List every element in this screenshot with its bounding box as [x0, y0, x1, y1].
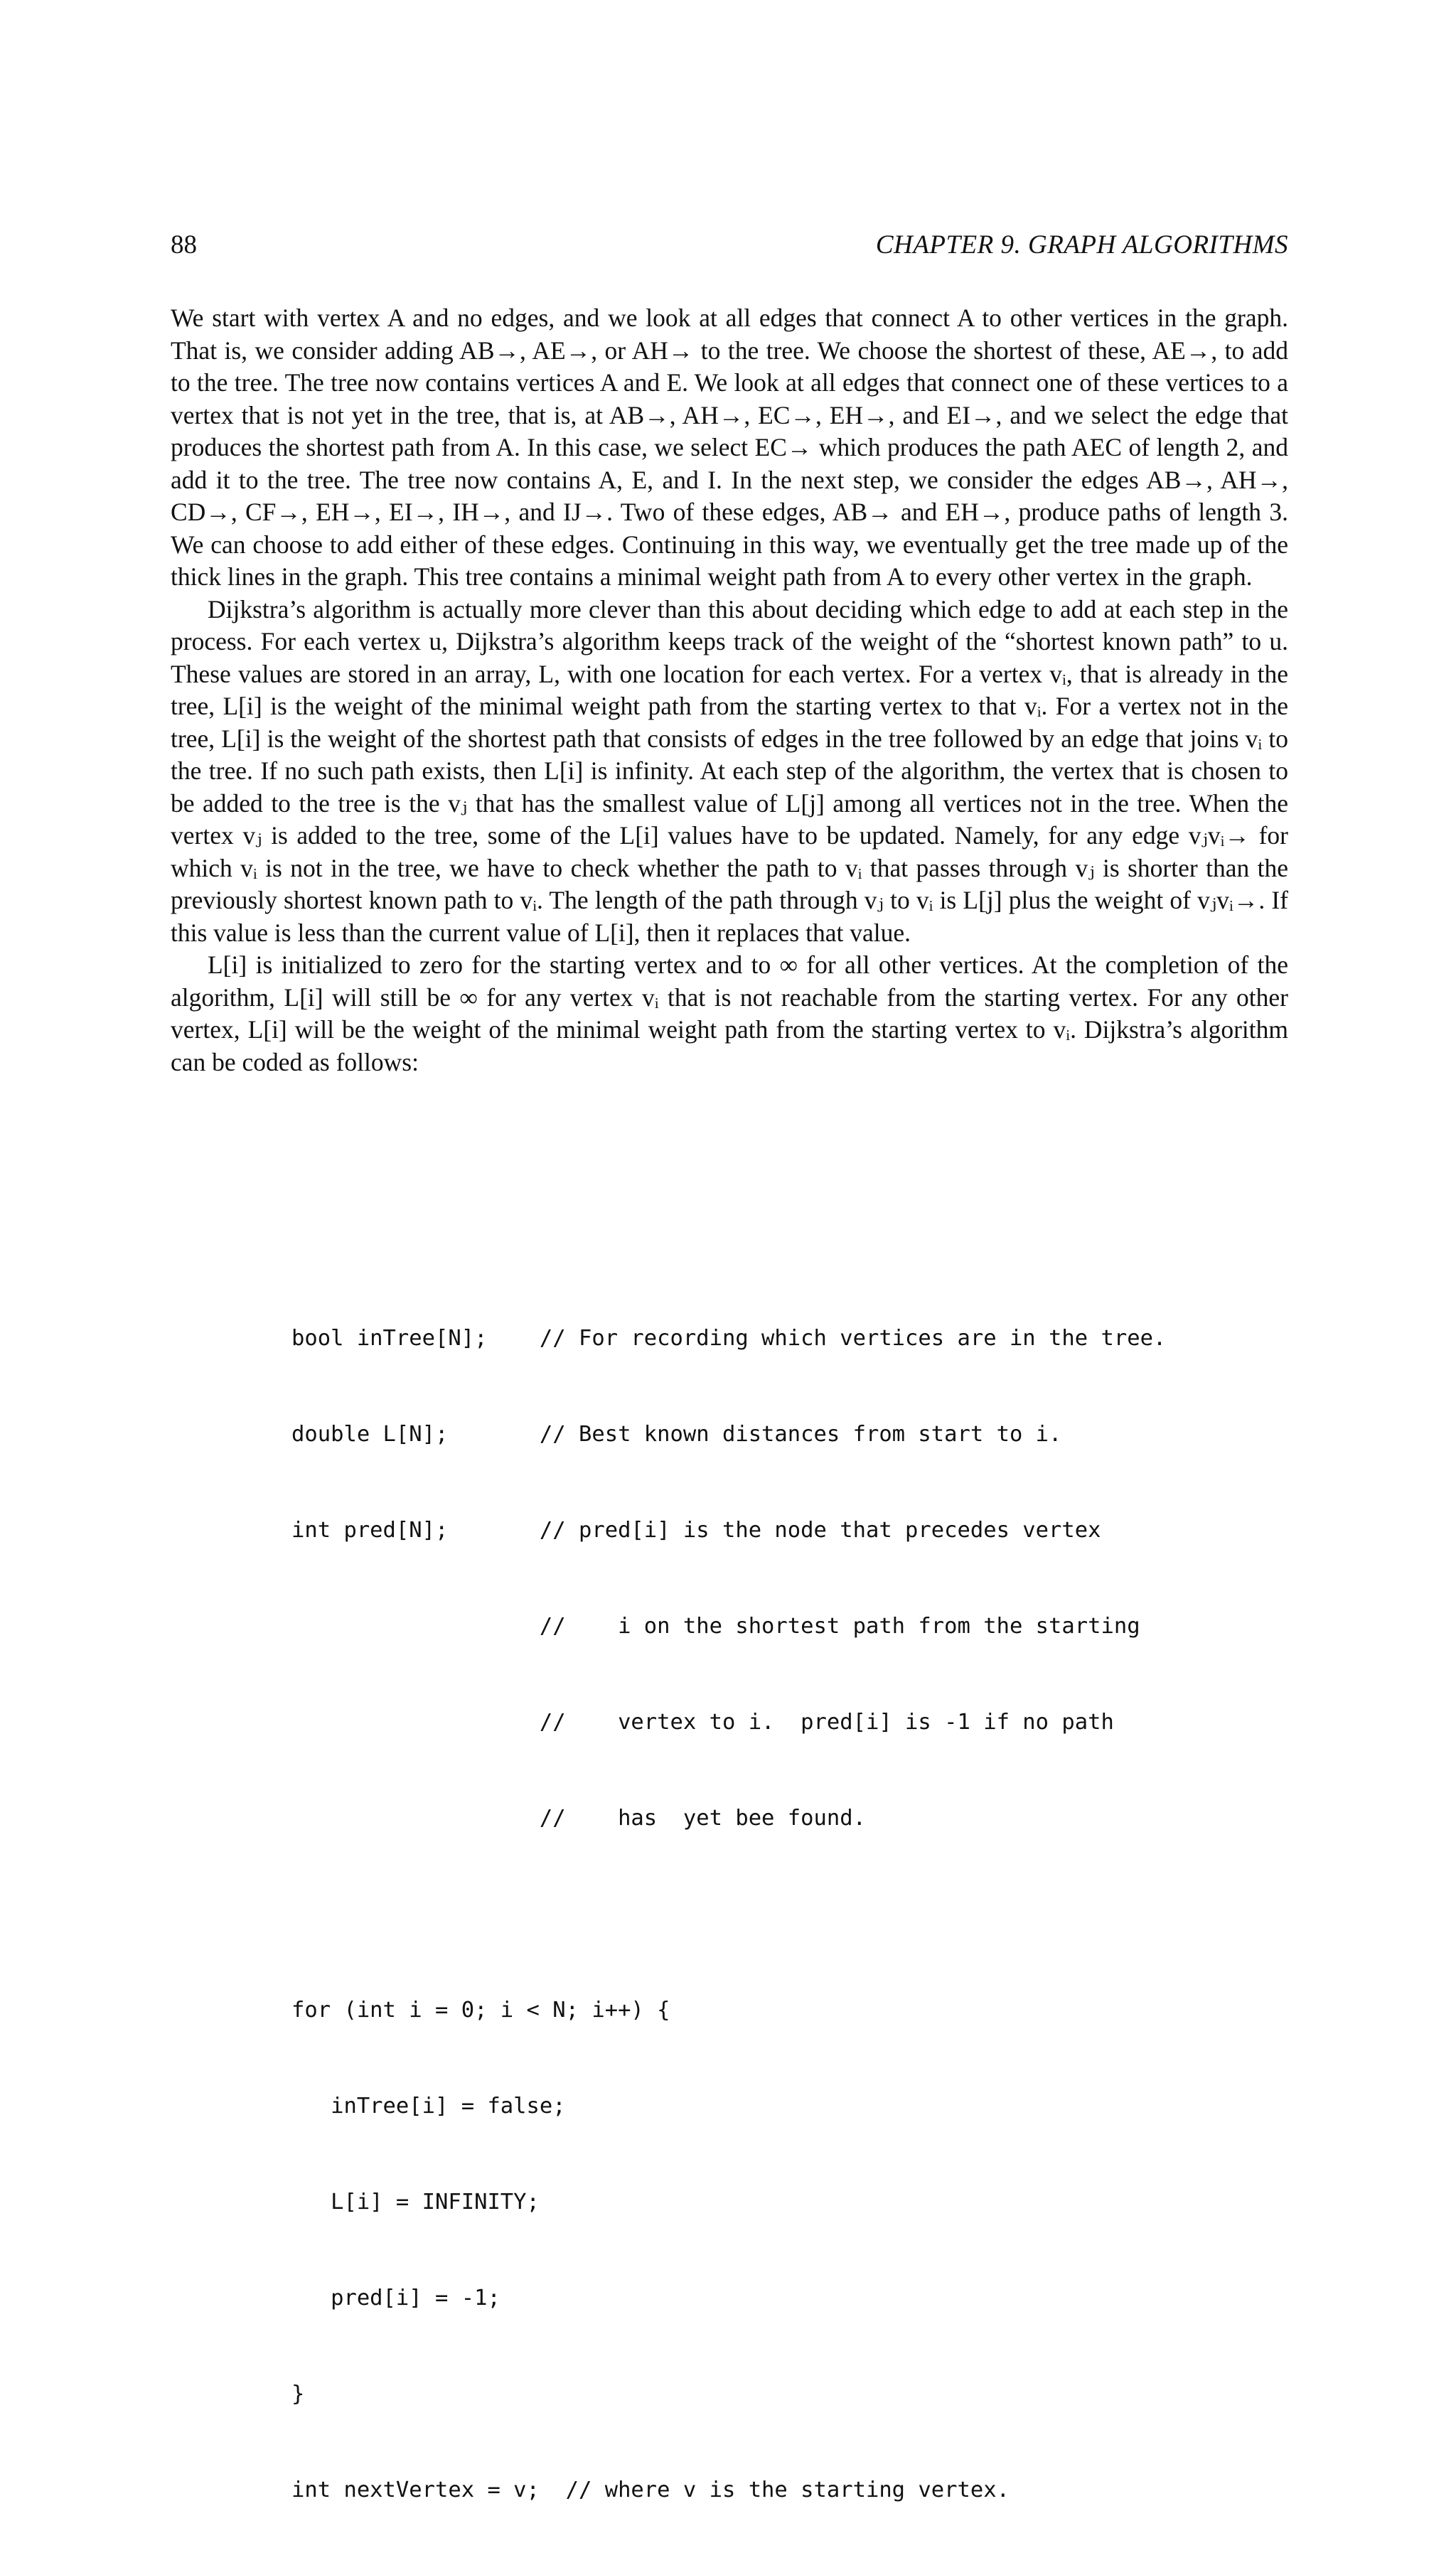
- code-line: [291, 1898, 1166, 1930]
- paragraph-1: We start with vertex A and no edges, and we look at all edges that connect A to other vertices in the graph. That is, we consider adding AB→, AE→, or AH→ to the tree. We choose the shortest of these, AE→, to add to the tree. The tree now contains vertices A and E. We look at all edges that connect one of these vertices to a vertex that is not yet in the tree, that is, at AB→, AH→, EC→, EH→, and EI→, and we select the edge that produces the shortest path from A. In this case, we select EC→ which produces the path AEC of length 2, and add it to the tree. The tree now contains A, E, and I. In the next step, we consider the edges AB→, AH→, CD→, CF→, EH→, EI→, IH→, and IJ→. Two of these edges, AB→ and EH→, produce paths of length 3. We can choose to add either of these edges. Continuing in this way, we eventually get the tree made up of the thick lines in the graph. This tree contains a minimal weight path from A to every other vertex in the graph.: [171, 304, 1288, 591]
- code-line: int nextVertex = v; // where v is the starting vertex.: [291, 2478, 1010, 2502]
- code-line: pred[i] = -1;: [291, 2286, 500, 2311]
- code-line: L[i] = INFINITY;: [291, 2190, 540, 2215]
- paragraph-2: Dijkstra’s algorithm is actually more clever than this about deciding which edge to add at each step in the process. For each vertex u, Dijkstra’s algorithm keeps track of the weight of the “shortest known path” to u. These values are stored in an array, L, with one location for each vertex. For a vertex vᵢ, that is already in the tree, L[i] is the weight of the minimal weight path from the starting vertex to that vᵢ. For a vertex not in the tree, L[i] is the weight of the shortest path that consists of edges in the tree followed by an edge that joins vᵢ to the tree. If no such path exists, then L[i] is infinity. At each step of the algorithm, the vertex that is chosen to be added to the tree is the vⱼ that has the smallest value of L[j] among all vertices not in the tree. When the vertex vⱼ is added to the tree, some of the L[i] values have to be updated. Namely, for any edge vⱼvᵢ→ for which vᵢ is not in the tree, we have to check whether the path to vᵢ that passes through vⱼ is shorter than the previously shortest known path to vᵢ. The length of the path through vⱼ to vᵢ is L[j] plus the weight of vⱼvᵢ→. If this value is less than the current value of L[i], then it replaces that value.: [171, 594, 1288, 947]
- code-line: // vertex to i. pred[i] is -1 if no path: [291, 1710, 1114, 1735]
- code-line: // has yet bee found.: [291, 1806, 866, 1831]
- code-line: inTree[i] = false;: [291, 2094, 566, 2119]
- code-line: int pred[N]; // pred[i] is the node that precedes vertex: [291, 1518, 1101, 1543]
- page-number: 88: [171, 230, 197, 259]
- code-line: double L[N]; // Best known distances from start to i.: [291, 1422, 1062, 1447]
- code-line: }: [291, 2382, 305, 2406]
- code-line: for (int i = 0; i < N; i++) {: [291, 1998, 670, 2023]
- body-text: [171, 302, 1288, 1078]
- code-line: // i on the shortest path from the starting: [291, 1614, 1140, 1639]
- code-listing: [291, 1258, 1166, 2570]
- paragraph-3: L[i] is initialized to zero for the starting vertex and to ∞ for all other vertices. At the completion of the algorithm, L[i] will still be ∞ for any vertex vᵢ that is not reachable from the starting vertex. For any other vertex, L[i] will be the weight of the minimal weight path from the starting vertex to vᵢ. Dijkstra’s algorithm can be coded as follows:: [171, 951, 1288, 1076]
- code-line: bool inTree[N]; // For recording which vertices are in the tree.: [291, 1326, 1167, 1351]
- running-head: CHAPTER 9. GRAPH ALGORITHMS: [875, 230, 1288, 259]
